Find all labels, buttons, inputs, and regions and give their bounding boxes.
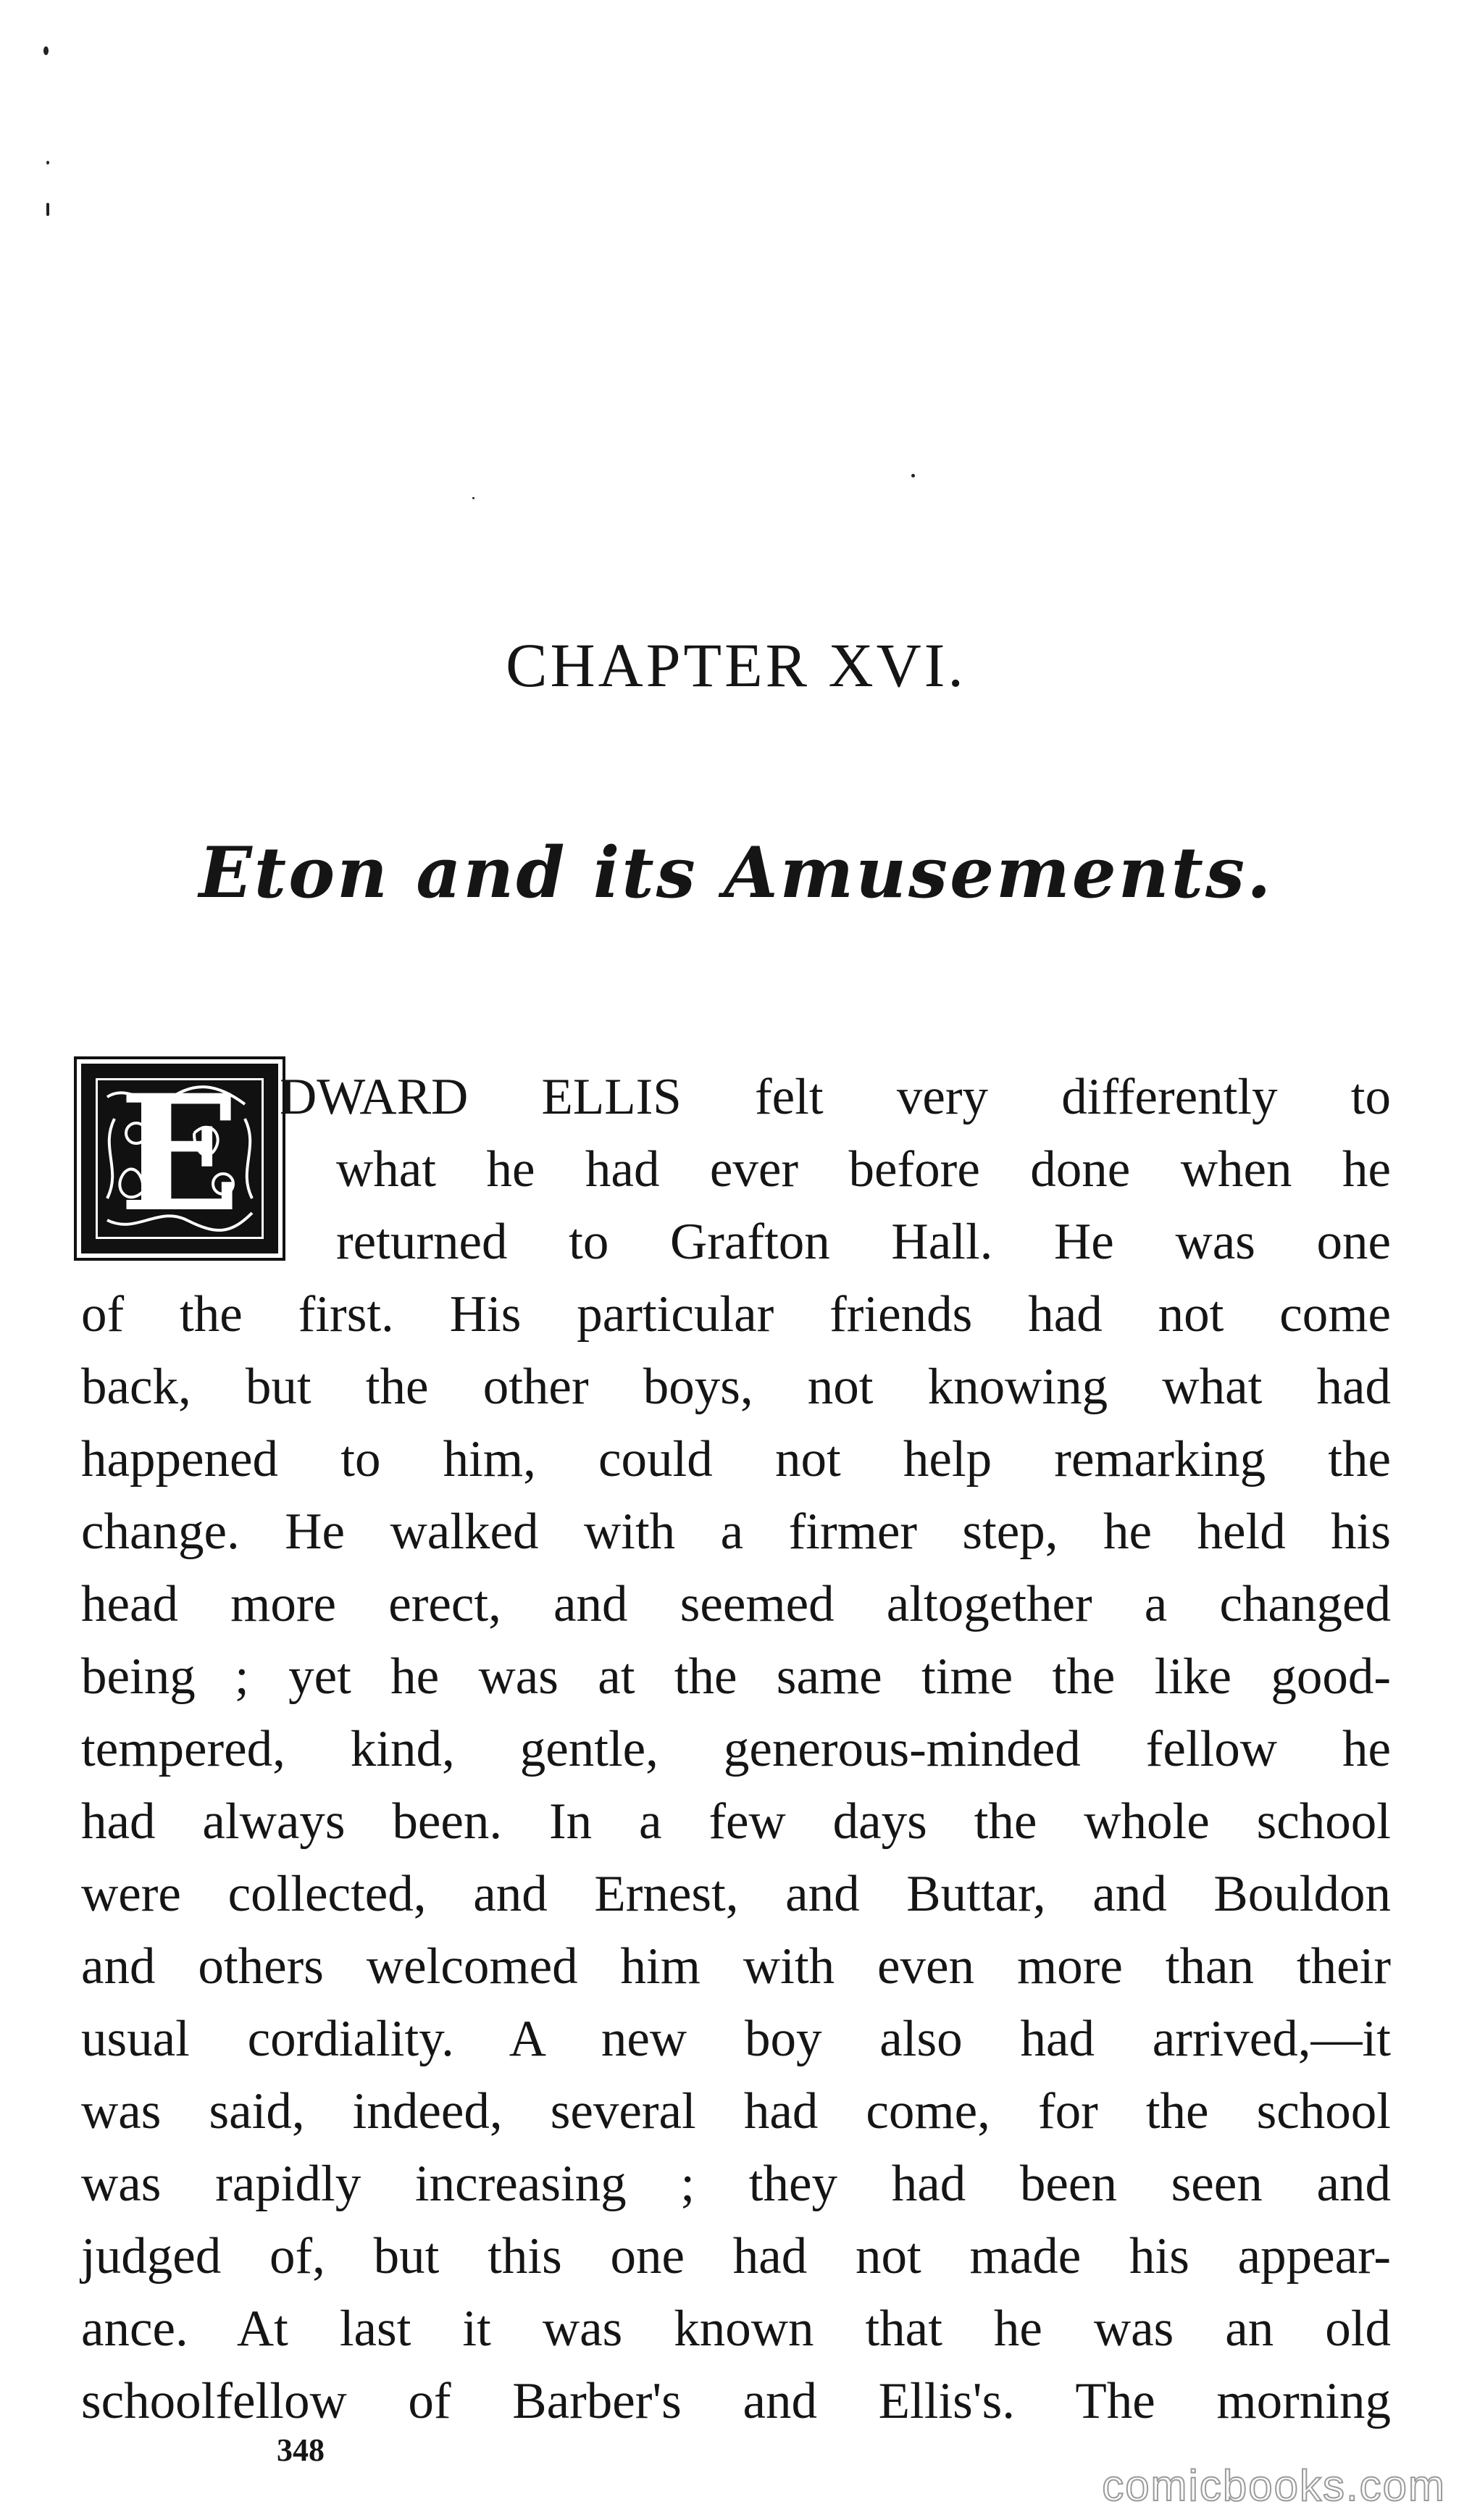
text-line: ance. At last it was known that he was an old [81,2300,1391,2357]
text-line: what he had ever before done when he [336,1141,1391,1198]
text-line: returned to Grafton Hall. He was one [336,1214,1391,1270]
text-line: DWARD ELLIS felt very differently to [280,1069,1391,1125]
chapter-heading: CHAPTER XVI. [506,630,966,700]
text-line: usual cordiality. A new boy also had arrived,—it [81,2011,1391,2067]
text-line: tempered, kind, gentle, generous-minded fellow he [81,1721,1391,1777]
page-number: 348 [277,2432,325,2468]
chapter-title: Eton and its Amusements. [198,832,1274,914]
text-line: were collected, and Ernest, and Buttar, and Bouldon [81,1866,1391,1922]
scan-speck [911,474,915,477]
scan-speck [46,161,49,164]
text-line: being ; yet he was at the same time the like good- [81,1648,1391,1705]
text-line: and others welcomed him with even more than their [81,1938,1391,1995]
text-line: had always been. In a few days the whole school [81,1793,1391,1850]
text-line: back, but the other boys, not knowing what had [81,1359,1391,1415]
text-line: happened to him, could not help remarking the [81,1431,1391,1488]
scan-speck [46,203,49,216]
text-line: schoolfellow of Barber's and Ellis's. The morning [81,2373,1391,2429]
text-line: was said, indeed, several had come, for the school [81,2083,1391,2140]
text-line: change. He walked with a firmer step, he held his [81,1503,1391,1560]
watermark: comicbooks.com [1102,2461,1446,2510]
scan-speck [43,46,49,55]
text-line: judged of, but this one had not made his appear- [81,2228,1391,2285]
scan-speck [472,497,474,499]
text-line: of the first. His particular friends had not come [81,1286,1391,1343]
drop-cap-letter: E [119,1059,241,1247]
ornamental-initial [81,1059,278,1253]
text-line: was rapidly increasing ; they had been seen and [81,2156,1391,2212]
text-line: head more erect, and seemed altogether a changed [81,1576,1391,1632]
